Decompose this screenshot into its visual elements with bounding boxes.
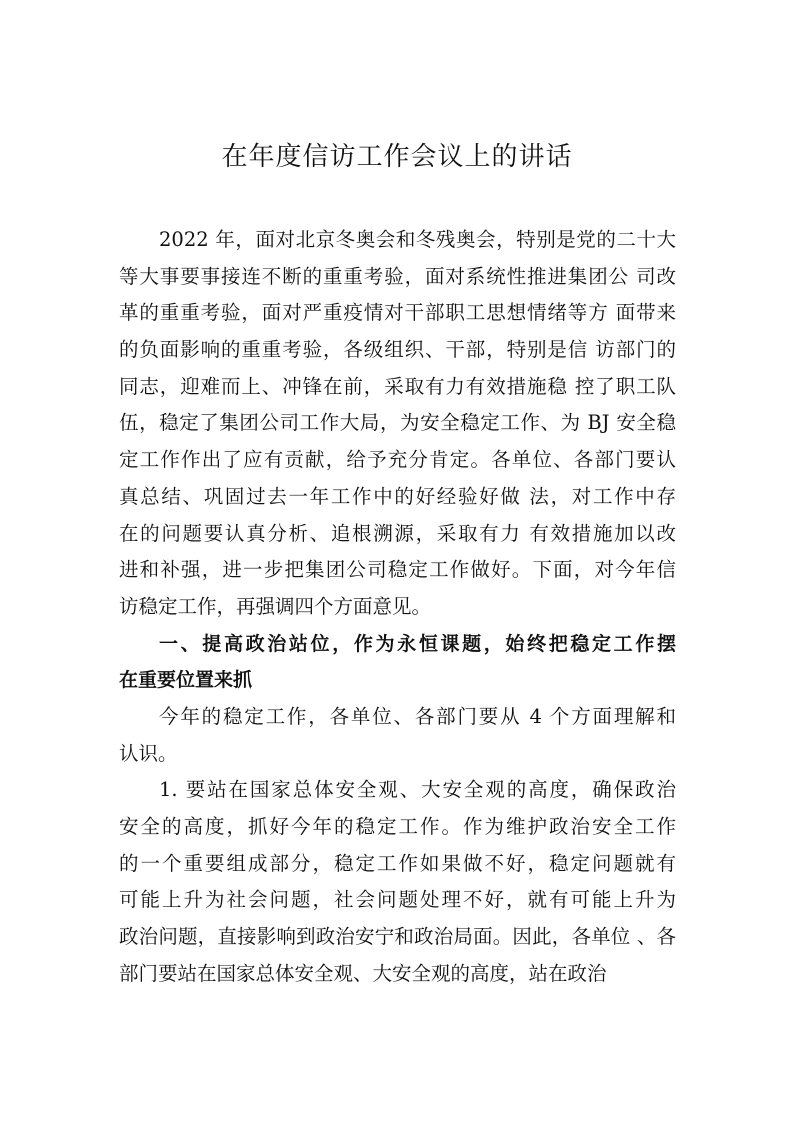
text-line: 真总结、巩固过去一年工作中的好经验好做 法，对工作中存: [119, 484, 676, 508]
text-line: 认识。: [119, 741, 178, 765]
paragraph: [119, 699, 676, 772]
paragraph: [119, 222, 676, 626]
text-line: 2022 年，面对北京冬奥会和冬残奥会，特别是党的二十大: [159, 228, 676, 251]
text-line: 定工作作出了应有贡献，给予充分肯定。各单位、各部门要认: [119, 448, 676, 472]
text-line: 革的重重考验，面对严重疫情对干部职工思想情绪等方 面带来: [119, 301, 676, 325]
text-line: 伍，稳定了集团公司工作大局，为安全稳定工作、为 BJ 安全稳: [119, 411, 676, 435]
section-heading: [119, 626, 676, 699]
text-line: 1. 要站在国家总体安全观、大安全观的高度，确保政治: [159, 778, 676, 802]
document-body: [119, 222, 676, 992]
text-line: 今年的稳定工作，各单位、各部门要从 4 个方面理解和: [159, 704, 676, 728]
text-line: 的一个重要组成部分，稳定工作如果做不好，稳定问题就有: [119, 851, 676, 875]
text-line: 部门要站在国家总体安全观、大安全观的高度，站在政治: [119, 961, 607, 985]
document-title: 在年度信访工作会议上的讲话: [221, 142, 573, 172]
text-line: 可能上升为社会问题，社会问题处理不好，就有可能上升为: [119, 888, 676, 912]
text-line: 同志，迎难而上、冲锋在前，采取有力有效措施稳 控了职工队: [119, 374, 676, 398]
text-line: 在重要位置来抓: [119, 669, 253, 692]
text-line: 等大事要事接连不断的重重考验，面对系统性推进集团公 司改: [119, 264, 676, 288]
text-line: 访稳定工作，再强调四个方面意见。: [119, 594, 432, 618]
paragraph: [119, 772, 676, 992]
text-line: 在的问题要认真分析、追根溯源，采取有力 有效措施加以改: [119, 521, 676, 545]
text-line: 的负面影响的重重考验，各级组织、干部，特别是信 访部门的: [119, 338, 676, 362]
text-line: 一、提高政治站位，作为永恒课题，始终把稳定工作摆: [159, 632, 676, 655]
text-line: 进和补强，进一步把集团公司稳定工作做好。下面，对今年信: [119, 558, 676, 582]
text-line: 安全的高度，抓好今年的稳定工作。作为维护政治安全工作: [119, 815, 676, 838]
text-line: 政治问题，直接影响到政治安宁和政治局面。因此，各单位 、各: [119, 925, 676, 949]
